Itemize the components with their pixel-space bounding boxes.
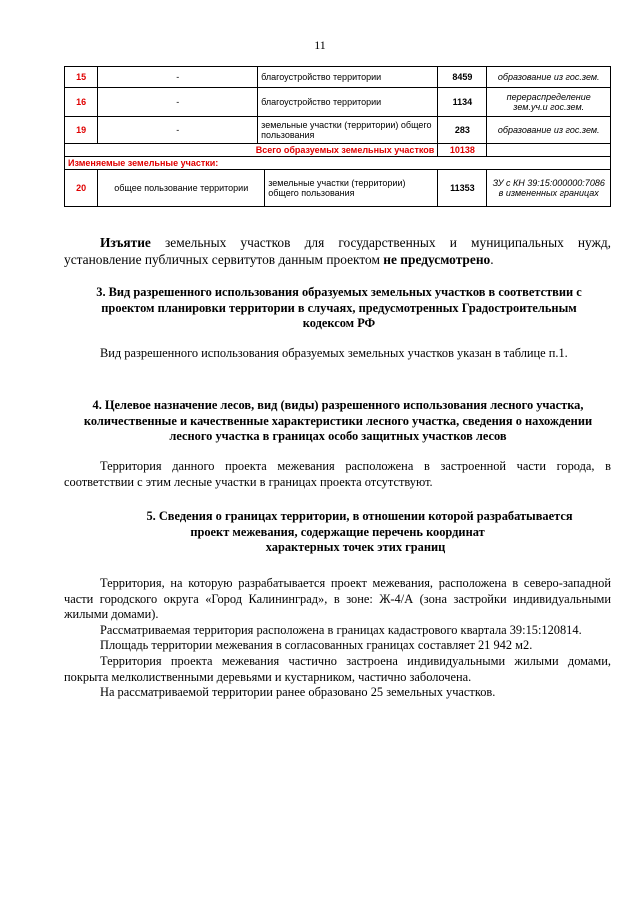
paragraph: Территория проекта межевания частично застроена индивидуальными жилыми домами, покрыта мелколиственными деревьями и кустарником, частично заболочена. — [64, 653, 611, 684]
heading-line: 5. Сведения о границах территории, в отношении которой разрабатывается — [146, 509, 573, 523]
total-label: Всего образуемых земельных участков — [65, 144, 438, 157]
paragraph-block — [64, 346, 611, 362]
section-label: Изменяемые земельные участки: — [65, 157, 611, 170]
paragraph: Рассматриваемая территория расположена в границах кадастрового квартала 39:15:120814. — [100, 622, 582, 637]
permitted-use: благоустройство территории — [258, 67, 438, 88]
section-heading-4 — [70, 398, 606, 445]
table-row — [65, 117, 611, 144]
formation-method: образование из гос.зем. — [487, 117, 611, 144]
page-number: 11 — [314, 38, 326, 52]
formation-method: перераспределение зем.уч.и гос.зем. — [487, 88, 611, 117]
table-total-row — [65, 144, 611, 157]
paragraph-block — [64, 576, 611, 701]
heading: 3. Вид разрешенного использования образуемых земельных участков в соответствии с проектом планировки территории в случаях, предусмотренных Градостроительным кодексом РФ — [96, 285, 582, 331]
parcel-number: 15 — [65, 67, 98, 88]
paragraph: Вид разрешенного использования образуемых земельных участков указан в таблице п.1. — [100, 346, 568, 360]
heading: 4. Целевое назначение лесов, вид (виды) разрешенного использования лесного участка, количественные и качественные характеристики лесного участка, сведения о нахождении лесного участка в границах особо защитных участков лесов — [83, 398, 593, 444]
cadastral-number: - — [98, 88, 258, 117]
table-row — [65, 67, 611, 88]
parcel-area: 11353 — [438, 170, 487, 207]
empty-cell — [487, 144, 611, 157]
parcel-number: 16 — [65, 88, 98, 117]
parcels-table — [64, 66, 611, 207]
section-heading-5 — [64, 509, 611, 556]
paragraph: Территория, на которую разрабатывается проект межевания, расположена в северо-западной части городского округа «Город Калининград», в зоне: Ж-4/А (зона застройки индивидуальными жилыми домами). — [64, 576, 611, 622]
parcel-area: 283 — [438, 117, 487, 144]
paragraph: На рассматриваемой территории ранее образовано 25 земельных участков. — [100, 685, 496, 700]
paragraph: Изъятие земельных участков для государственных и муниципальных нужд, установление публичных сервитутов данным проектом не предусмотрено. — [64, 235, 611, 267]
parcel-area: 8459 — [438, 67, 487, 88]
body-text — [64, 234, 611, 268]
table-row — [65, 88, 611, 117]
permitted-use: благоустройство территории — [258, 88, 438, 117]
formation-method: образование из гос.зем. — [487, 67, 611, 88]
table-row — [65, 170, 611, 207]
parcel-area: 1134 — [438, 88, 487, 117]
paragraph: Территория данного проекта межевания расположена в застроенной части города, в соответствии с этим лесные участки в границах проекта отсутствуют. — [64, 459, 611, 489]
cadastral-number: - — [98, 67, 258, 88]
heading-line: проект межевания, содержащие перечень координат — [190, 524, 485, 539]
formation-method: ЗУ с КН 39:15:000000:7086 в измененных границах — [487, 170, 611, 207]
heading-line: характерных точек этих границ — [265, 540, 446, 555]
permitted-use: земельные участки (территории) общего пользования — [264, 170, 437, 206]
paragraph-block — [64, 459, 611, 490]
table-section-row — [65, 157, 611, 170]
parcel-number: 20 — [65, 170, 98, 207]
cadastral-number: общее пользование территории — [114, 183, 249, 193]
cadastral-number: - — [98, 117, 258, 144]
paragraph: Площадь территории межевания в согласованных границах составляет 21 942 м2. — [100, 638, 533, 653]
total-area: 10138 — [438, 144, 487, 157]
section-heading-3 — [84, 285, 594, 332]
parcel-number: 19 — [65, 117, 98, 144]
permitted-use: земельные участки (территории) общего пользования — [258, 117, 438, 144]
